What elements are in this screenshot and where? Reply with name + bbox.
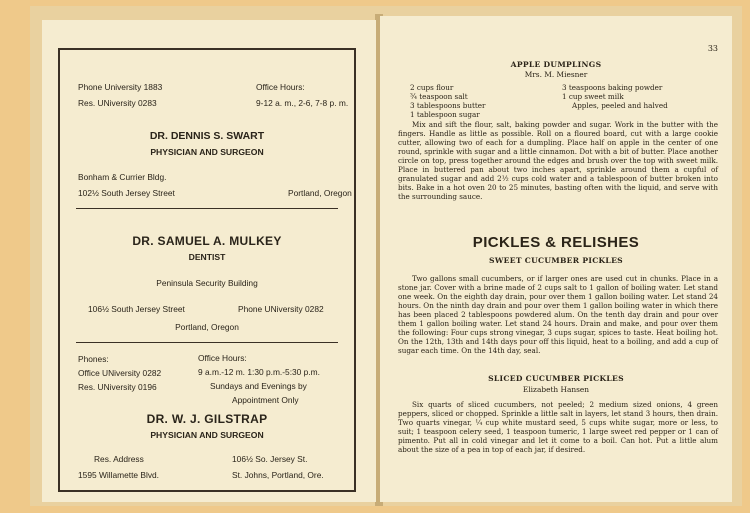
right-page — [380, 16, 732, 502]
ingredient: 1 tablespoon sugar — [410, 109, 480, 119]
ingredient: 1 cup sweet milk — [562, 91, 624, 101]
ingredient: 3 teaspoons baking powder — [562, 83, 663, 92]
swart-city: Portland, Oregon — [288, 188, 352, 198]
ingredient: 3 tablespoons butter — [410, 100, 486, 110]
gilstrap-res-label: Res. Address — [94, 454, 144, 464]
ingredient: Apples, peeled and halved — [572, 100, 668, 110]
swart-building: Bonham & Currier Bldg. — [78, 172, 167, 182]
gilstrap-res-phone: Res. UNiversity 0196 — [78, 382, 157, 392]
swart-phone: Phone University 1883 — [78, 82, 163, 92]
mulkey-title: DENTIST — [188, 252, 226, 262]
ingredient: 2 cups flour — [410, 83, 454, 92]
sliced-pickles-author: Elizabeth Hansen — [522, 385, 590, 394]
sliced-pickles-title: SLICED CUCUMBER PICKLES — [488, 374, 624, 383]
swart-street: 102½ South Jersey Street — [78, 188, 175, 198]
gilstrap-phones-label: Phones: — [78, 354, 109, 364]
apple-ingredients-right — [562, 84, 668, 111]
mulkey-building: Peninsula Security Building — [156, 278, 258, 288]
sweet-pickles-method: Two gallons small cucumbers, or if larger ones are used cut in chunks. Place in a stone jar. Cover with a brine made of 2 cups salt to 1 gallon of boiling water. Let stand one week. On the eighth day drain, pour over them 1 gallon boiling water. Let stand 24 hours. On the ninth day drain and pour over them 1 gallon boiling water in which there has been placed 2 tablespoons powdered alum. On the tenth day drain and pour over them 1 gallon boiling water. Let stand 24 hours. Drain and make, and pour over them the following: Four cups strong vinegar, 3 cups sugar, spices to taste. Heat boiling hot. On the 12th, 13th and 14th days pour off this liquid, heat to a boiling, and add a cup of sugar each time. On the 14th day, seal. — [398, 274, 718, 355]
apple-method: Mix and sift the flour, salt, baking powder and sugar. Work in the butter with the fingers. Handle as little as possible. Roll on a floured board, cut with a large cookie cutter, allowing two of each for a dumpling. Place half on apple in the center of one round, sprinkle with sugar and a little cinnamon. Dot with a bit of butter. Place another circle on top, press together around the edges and brush over the top with sweet milk. Place in buttered pan about two inches apart, sprinkle around them a cupful of granulated sugar and add 2½ cups cold water and a tablespoon of butter broken into bits. Bake in a hot oven 20 to 25 minutes, basting often with the liquid, and serve with the surrounding sauce. — [398, 120, 718, 201]
gilstrap-title: PHYSICIAN AND SURGEON — [150, 430, 264, 440]
swart-res-phone: Res. UNiversity 0283 — [78, 98, 157, 108]
gilstrap-office-phone: Office UNiversity 0282 — [78, 368, 162, 378]
swart-hours: 9-12 a. m., 2-6, 7-8 p. m. — [256, 98, 349, 108]
apple-dumplings-author: Mrs. M. Miesner — [524, 70, 588, 79]
divider-1 — [76, 208, 338, 209]
sweet-pickles-title: SWEET CUCUMBER PICKLES — [489, 256, 623, 265]
swart-hours-label: Office Hours: — [256, 82, 305, 92]
mulkey-phone: Phone UNiversity 0282 — [238, 304, 324, 314]
page-number: 33 — [707, 44, 718, 53]
gilstrap-name: DR. W. J. GILSTRAP — [146, 412, 268, 426]
mulkey-name: DR. SAMUEL A. MULKEY — [132, 234, 282, 248]
swart-title: PHYSICIAN AND SURGEON — [150, 147, 264, 157]
gilstrap-evenings: Sundays and Evenings by — [210, 381, 307, 391]
mulkey-street: 106½ South Jersey Street — [88, 304, 185, 314]
book-spread — [30, 6, 742, 506]
sliced-pickles-method: Six quarts of sliced cucumbers, not peeled; 2 medium sized onions, 4 green peppers, sliced or chopped. Sprinkle a little salt in layers, let stand 3 hours, then drain. Two quarts vinegar, ¼ cup white mustard seed, 5 cups white sugar, more or less, to suit; 1 teaspoon celery seed, 1 teaspoon tumeric, 1 large sweet red pepper or 1 can of pimento. Put all in cold vinegar and let it come to a boil. Can hot. Put a little alum about the size of a pea in top of each jar, if desired. — [398, 400, 718, 454]
mulkey-city: Portland, Oregon — [175, 322, 239, 332]
gilstrap-office-city: St. Johns, Portland, Ore. — [232, 470, 324, 480]
divider-2 — [76, 342, 338, 343]
left-page — [42, 20, 376, 502]
gilstrap-appointment: Appointment Only — [232, 395, 299, 405]
pickles-relishes-heading: PICKLES & RELISHES — [472, 234, 640, 251]
gilstrap-office-street: 106½ So. Jersey St. — [232, 454, 308, 464]
gilstrap-res-address: 1595 Willamette Blvd. — [78, 470, 159, 480]
swart-name: DR. DENNIS S. SWART — [149, 130, 265, 142]
gilstrap-hours: 9 a.m.-12 m. 1:30 p.m.-5:30 p.m. — [198, 367, 320, 377]
apple-ingredients-left — [410, 84, 485, 120]
advertisements-frame — [58, 48, 356, 492]
ingredient: ¾ teaspoon salt — [410, 91, 468, 101]
gilstrap-hours-label: Office Hours: — [198, 353, 247, 363]
apple-dumplings-title: APPLE DUMPLINGS — [510, 60, 602, 69]
